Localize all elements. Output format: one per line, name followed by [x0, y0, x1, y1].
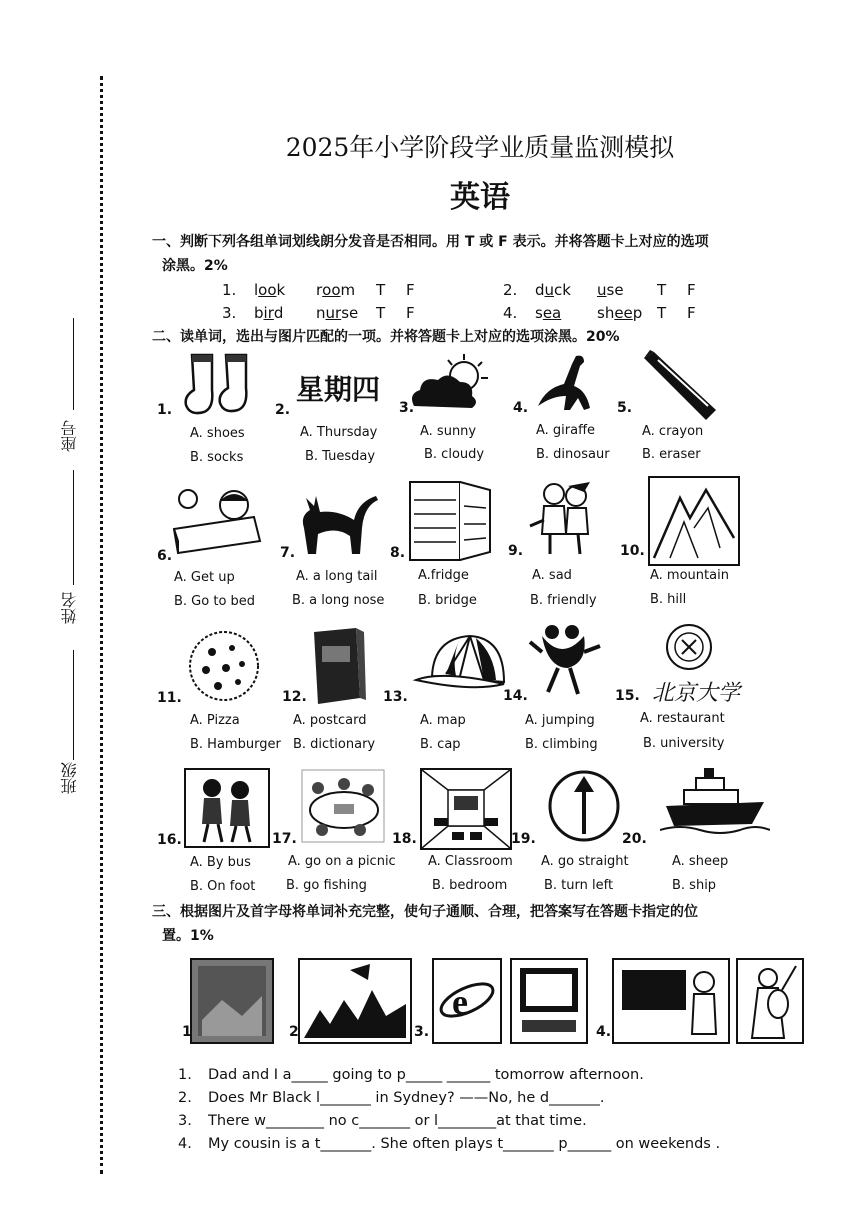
- dictionary-picture: [306, 626, 366, 708]
- option-b[interactable]: B. socks: [190, 450, 244, 465]
- section3-picture-1: [190, 958, 274, 1044]
- option-b[interactable]: B. Go to bed: [174, 594, 256, 609]
- sentence-1[interactable]: 1. Dad and I a_____ going to p_____ ______ tomorrow afternoon.: [178, 1067, 644, 1083]
- question-number: 16.: [157, 832, 182, 848]
- true-option[interactable]: T: [376, 281, 386, 299]
- question-number: 7.: [280, 545, 296, 561]
- option-a[interactable]: A. Classroom: [428, 854, 513, 869]
- option-b[interactable]: B. On foot: [190, 879, 256, 894]
- get-up-picture: [168, 485, 266, 557]
- option-b[interactable]: B. climbing: [525, 737, 598, 752]
- option-a[interactable]: A. Thursday: [300, 425, 378, 440]
- pronunciation-item-3: 3. bird nurse T F: [222, 304, 415, 322]
- question-number: 18.: [392, 831, 417, 847]
- option-b[interactable]: B. university: [643, 736, 725, 751]
- classroom-picture: [420, 768, 512, 850]
- option-b[interactable]: B. bedroom: [432, 878, 508, 893]
- cap-picture: [412, 630, 508, 700]
- option-b[interactable]: B. cap: [420, 737, 461, 752]
- option-b[interactable]: B. cloudy: [424, 447, 485, 462]
- frog-jumping-picture: [528, 622, 604, 702]
- true-option[interactable]: T: [657, 304, 667, 322]
- section1-heading: [152, 230, 792, 278]
- option-a[interactable]: A. jumping: [525, 713, 595, 728]
- option-a[interactable]: A. sad: [532, 568, 572, 583]
- binding-dotted-line: [100, 76, 103, 1174]
- teacher-picture: [612, 958, 730, 1044]
- class-label: 班级: [60, 762, 79, 794]
- question-number: 4.: [513, 400, 529, 416]
- picture-number: 1: [182, 1024, 192, 1040]
- question-number: 20.: [622, 831, 647, 847]
- ship-picture: [660, 766, 770, 836]
- question-number: 5.: [617, 400, 633, 416]
- question-number: 2.: [275, 402, 291, 418]
- section3-heading: [152, 900, 792, 948]
- option-a[interactable]: A. shoes: [190, 426, 245, 441]
- option-b[interactable]: B. dinosaur: [536, 447, 610, 462]
- question-number: 11.: [157, 690, 182, 706]
- section3-heading-line1: 三、根据图片及首字母将单词补充完整，使句子通顺、合理，把答案写在答题卡指定的位: [152, 904, 698, 920]
- crayon-picture: [640, 350, 720, 424]
- question-number: 6.: [157, 548, 173, 564]
- option-b[interactable]: B. hill: [650, 592, 687, 607]
- section3-picture-2: [298, 958, 412, 1044]
- option-a[interactable]: A. go straight: [541, 854, 629, 869]
- mountain-picture: [648, 476, 740, 566]
- false-option[interactable]: F: [406, 281, 415, 299]
- option-b[interactable]: B. dictionary: [293, 737, 376, 752]
- cat-tail-picture: [292, 488, 382, 560]
- option-b[interactable]: B. turn left: [544, 878, 614, 893]
- option-a[interactable]: A.fridge: [418, 568, 469, 583]
- socks-picture: [180, 350, 266, 420]
- name-label: 姓名: [60, 592, 79, 624]
- seat-label: 座号: [60, 420, 79, 452]
- option-a[interactable]: A. crayon: [642, 424, 704, 439]
- cloudy-picture: [408, 352, 490, 414]
- option-a[interactable]: A. map: [420, 713, 466, 728]
- internet-explorer-picture: [432, 958, 502, 1044]
- question-number: 13.: [383, 689, 408, 705]
- option-a[interactable]: A. sunny: [420, 424, 477, 439]
- false-option[interactable]: F: [687, 304, 696, 322]
- question-number: 15.: [615, 688, 640, 704]
- picture-number: 3.: [414, 1024, 430, 1040]
- option-a[interactable]: A. postcard: [293, 713, 367, 728]
- sentence-4[interactable]: 4. My cousin is a t_______. She often plays t_______ p______ on weekends .: [178, 1136, 721, 1152]
- name-blank-line[interactable]: [73, 470, 75, 585]
- seat-blank-line[interactable]: [73, 318, 75, 410]
- sentence-2[interactable]: 2. Does Mr Black l_______ in Sydney? ——No, he d_______.: [178, 1090, 605, 1106]
- option-a[interactable]: A. sheep: [672, 854, 729, 869]
- option-a[interactable]: A. go on a picnic: [288, 854, 396, 869]
- question-number: 14.: [503, 688, 528, 704]
- exam-title: 2025年小学阶段学业质量监测模拟: [285, 133, 675, 162]
- picture-number: 4.: [596, 1024, 612, 1040]
- fridge-picture: [406, 478, 494, 564]
- section1-heading-line2: 涂黑。2%: [162, 258, 228, 274]
- question-number: 19.: [511, 831, 536, 847]
- university-emblem: [664, 622, 714, 672]
- go-straight-sign: [546, 768, 622, 844]
- section1-heading-line1: 一、判断下列各组单词划线朗分发音是否相同。用 T 或 F 表示。并将答题卡上对应的选项: [152, 234, 709, 250]
- option-b[interactable]: B. go fishing: [286, 878, 367, 893]
- option-a[interactable]: A. a long tail: [296, 569, 378, 584]
- option-b[interactable]: B. Hamburger: [190, 737, 281, 752]
- option-a[interactable]: A. giraffe: [536, 423, 596, 438]
- thursday-picture: 星期四: [296, 373, 381, 406]
- option-b[interactable]: B. eraser: [642, 447, 701, 462]
- option-b[interactable]: B. ship: [672, 878, 717, 893]
- option-b[interactable]: B. a long nose: [292, 593, 385, 608]
- dinosaur-picture: [530, 352, 602, 416]
- question-number: 12.: [282, 689, 307, 705]
- pipa-player-picture: [736, 958, 804, 1044]
- university-calligraphy: 北京大学: [652, 681, 741, 706]
- picture-number: 2: [289, 1024, 299, 1040]
- question-number: 1.: [157, 402, 173, 418]
- pronunciation-item-1: 1. look room T F: [222, 281, 415, 299]
- false-option[interactable]: F: [406, 304, 415, 322]
- option-a[interactable]: A. mountain: [650, 568, 729, 583]
- pizza-picture: [182, 628, 268, 706]
- question-number: 17.: [272, 831, 297, 847]
- true-option[interactable]: T: [376, 304, 386, 322]
- option-a[interactable]: A. restaurant: [640, 711, 725, 726]
- walking-picture: [184, 768, 270, 848]
- class-blank-line[interactable]: [73, 650, 75, 760]
- option-b[interactable]: B. friendly: [530, 593, 597, 608]
- question-number: 8.: [390, 545, 406, 561]
- option-b[interactable]: B. Tuesday: [305, 449, 376, 464]
- option-a[interactable]: A. Pizza: [190, 713, 240, 728]
- option-a[interactable]: A. By bus: [190, 855, 251, 870]
- picnic-picture: [298, 766, 388, 846]
- question-number: 3.: [399, 400, 415, 416]
- computer-picture: [510, 958, 588, 1044]
- true-option[interactable]: T: [657, 281, 667, 299]
- sentence-3[interactable]: 3. There w________ no c_______ or l________at that time.: [178, 1113, 587, 1129]
- svg-text:e: e: [452, 982, 468, 1022]
- pronunciation-item-2: 2. duck use T F: [503, 281, 696, 299]
- subject-title: 英语: [450, 180, 510, 215]
- option-b[interactable]: B. bridge: [418, 593, 477, 608]
- option-a[interactable]: A. Get up: [174, 570, 235, 585]
- section2-heading: 二、读单词，选出与图片匹配的一项。并将答题卡上对应的选项涂黑。20%: [152, 329, 620, 345]
- friends-picture: [524, 478, 606, 560]
- pronunciation-item-4: 4. sea sheep T F: [503, 304, 696, 322]
- false-option[interactable]: F: [687, 281, 696, 299]
- question-number: 9.: [508, 543, 524, 559]
- question-number: 10.: [620, 543, 645, 559]
- section3-heading-line2: 置。1%: [162, 928, 214, 944]
